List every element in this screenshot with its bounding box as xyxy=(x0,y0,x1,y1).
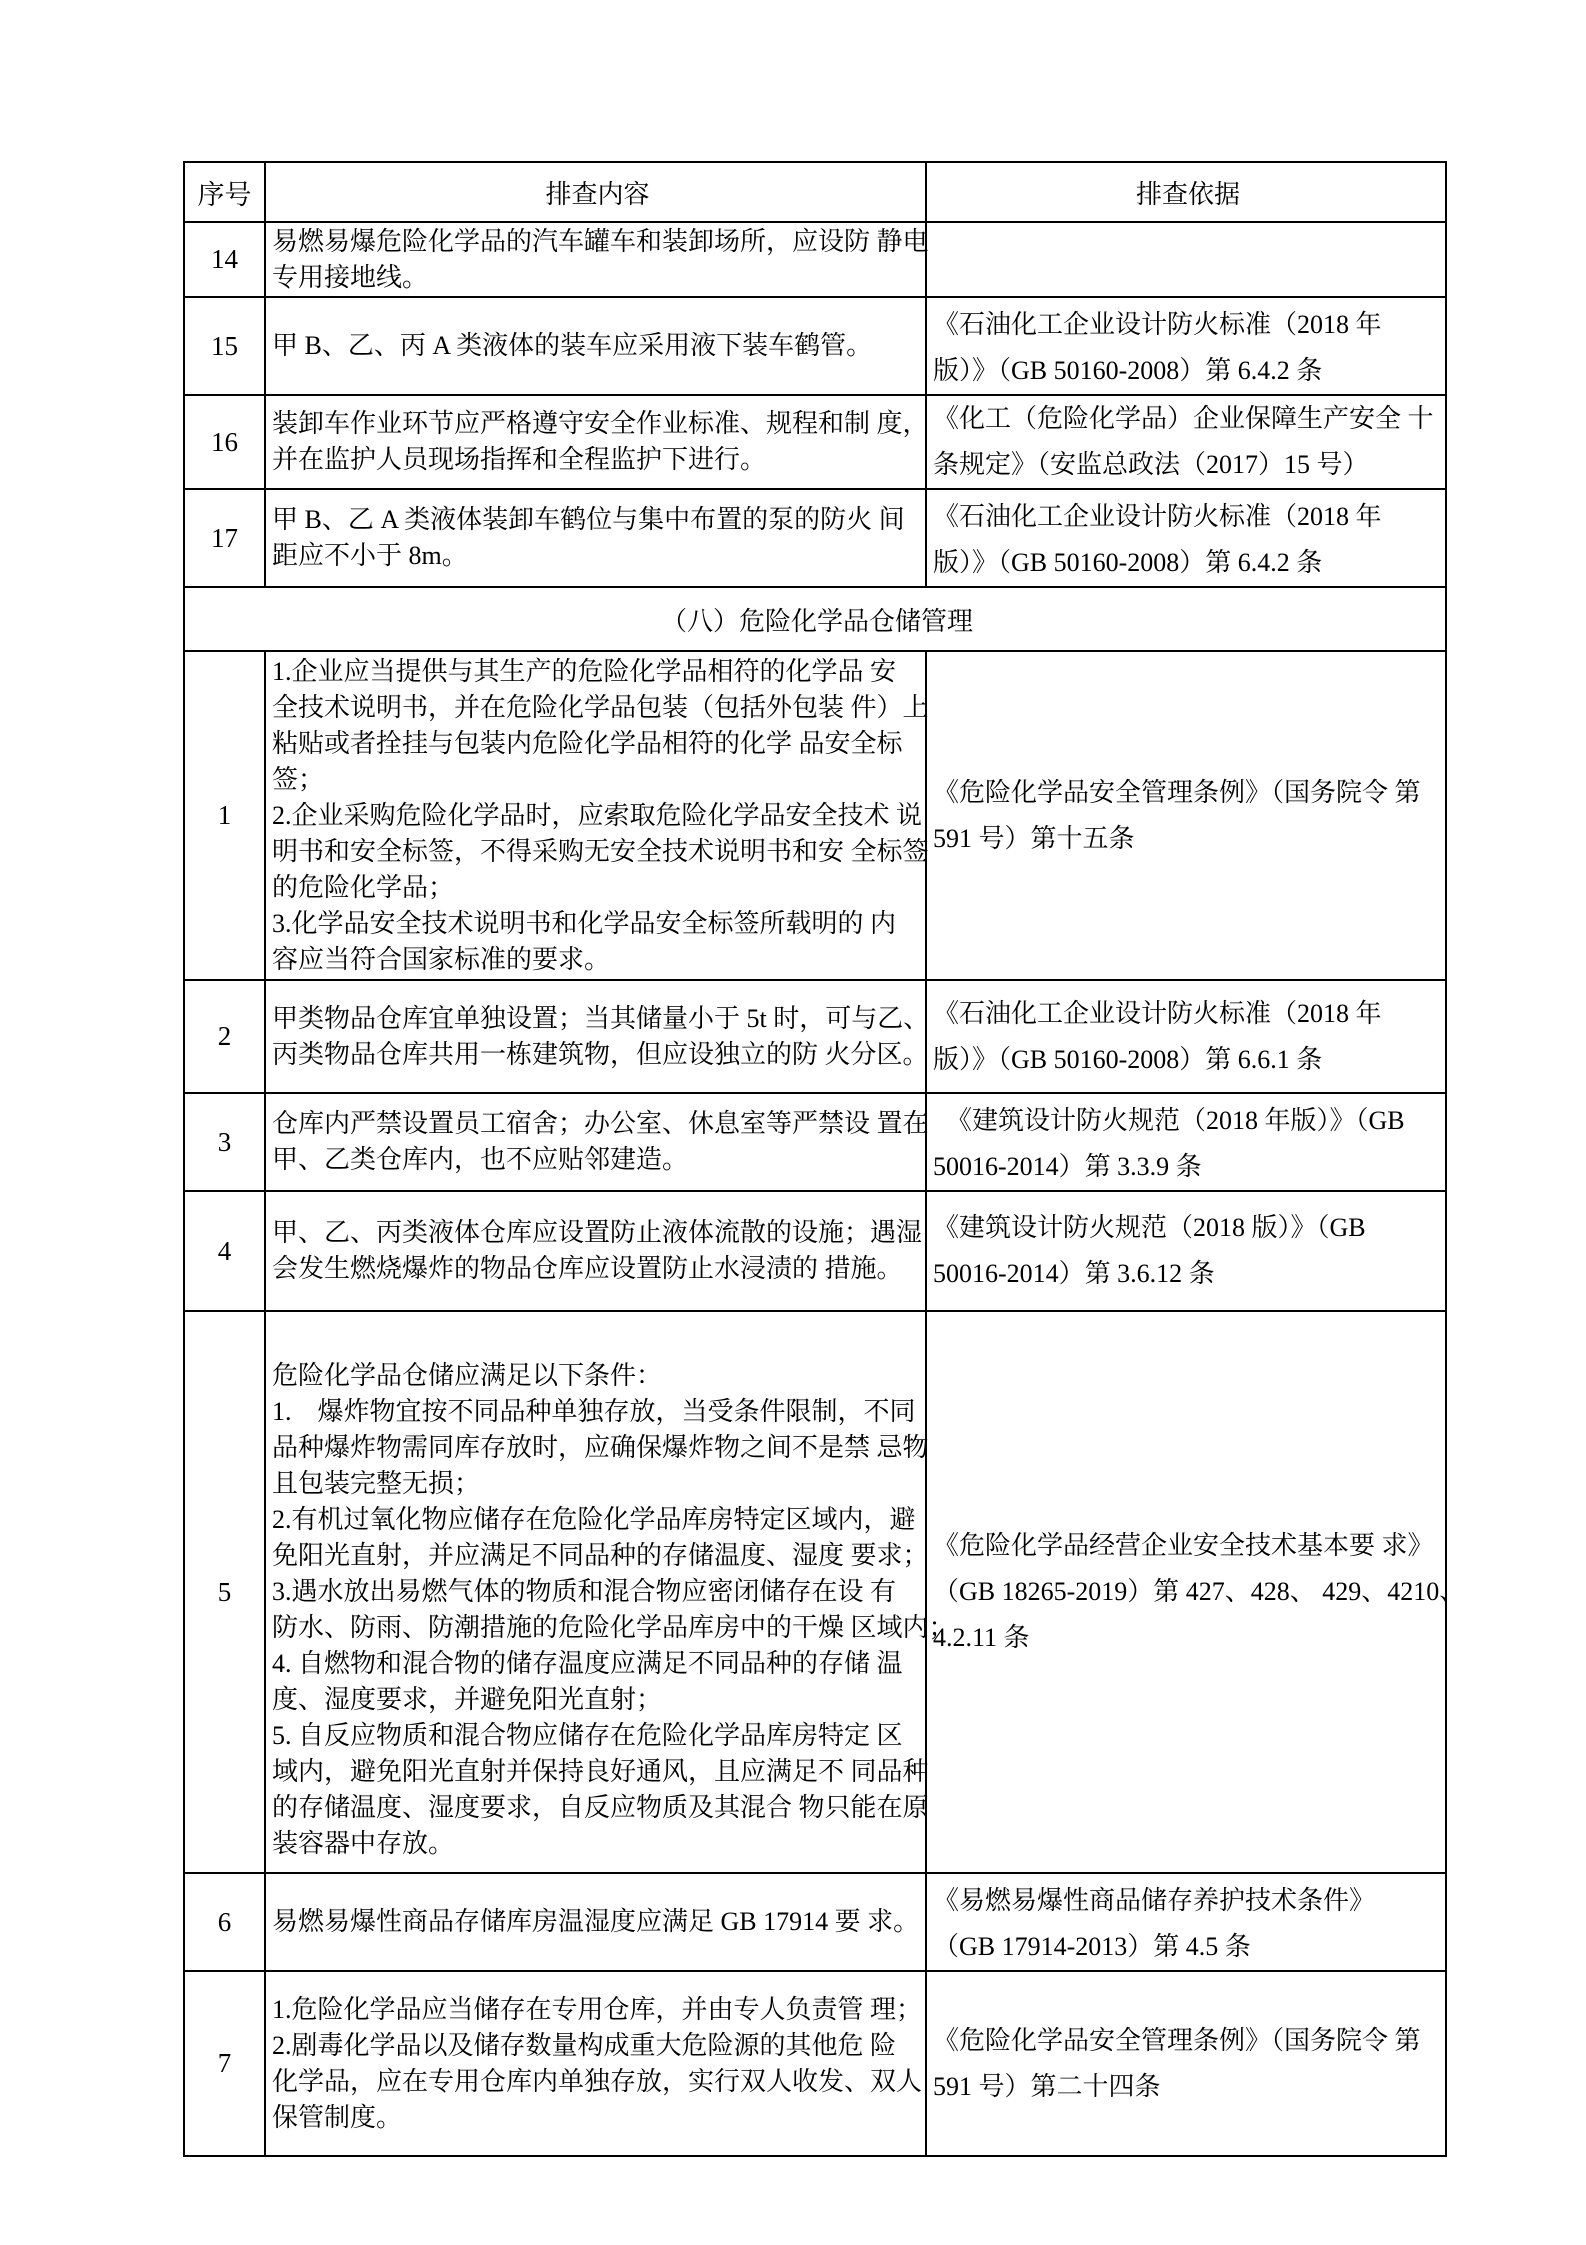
text-line: 会发生燃烧爆炸的物品仓库应设置防止水浸渍的 措施。 xyxy=(272,1254,903,1283)
text-line: 5. 自反应物质和混合物应储存在危险化学品库房特定 区 xyxy=(272,1721,903,1750)
header-cell-number xyxy=(184,162,265,222)
text-line: 保管制度。 xyxy=(272,2102,403,2132)
basis-cell xyxy=(926,1191,1446,1311)
table-row xyxy=(184,395,1446,489)
text-line: 《建筑设计防火规范（2018 版）》（GB xyxy=(933,1213,1366,1242)
row-number: 6 xyxy=(217,1906,232,1937)
text-line: 《建筑设计防火规范（2018 年版）》（GB xyxy=(933,1106,1405,1135)
text-line: 甲 B、乙、丙 A 类液体的装车应采用液下装车鹤管。 xyxy=(272,331,873,360)
header-label-number: 序号 xyxy=(197,179,252,210)
table-row xyxy=(184,297,1446,395)
content-cell xyxy=(265,1873,926,1971)
table-row xyxy=(184,222,1446,297)
content-text xyxy=(266,981,930,1092)
basis-text xyxy=(927,1094,1445,1190)
basis-cell xyxy=(926,222,1446,297)
basis-cell xyxy=(926,395,1446,489)
content-cell xyxy=(265,489,926,587)
text-line: 版）》（GB 50160-2008）第 6.6.1 条 xyxy=(933,1044,1323,1074)
text-line: 《化工（危险化学品）企业保障生产安全 十 xyxy=(933,404,1434,433)
table-row xyxy=(184,489,1446,587)
content-text xyxy=(266,1972,925,2155)
basis-text xyxy=(927,1312,1466,1872)
table-row xyxy=(184,1971,1446,2156)
row-number-cell xyxy=(184,395,265,489)
text-line: 并在监护人员现场指挥和全程监护下进行。 xyxy=(272,445,767,474)
text-line: 全技术说明书，并在危险化学品包装（包括外包装 件）上 xyxy=(272,692,929,722)
content-cell xyxy=(265,297,926,395)
basis-text xyxy=(927,1192,1445,1310)
table-row xyxy=(184,1873,1446,1971)
text-line xyxy=(272,1322,923,1358)
row-number-cell xyxy=(184,1311,265,1873)
text-line: 易燃易爆危险化学品的汽车罐车和装卸场所，应设防 静电 xyxy=(272,226,929,256)
text-line: 591 号）第十五条 xyxy=(933,823,1135,853)
text-line: 1. 爆炸物宜按不同品种单独存放，当受条件限制，不同 xyxy=(272,1397,916,1426)
text-line: 《危险化学品安全管理条例》（国务院令 第 xyxy=(933,777,1421,807)
basis-text xyxy=(927,981,1445,1092)
content-cell xyxy=(265,1311,955,1873)
text-line: 明书和安全标签，不得采购无安全技术说明书和安 全标签 xyxy=(272,836,929,866)
text-line: 2.剧毒化学品以及储存数量构成重大危险源的其他危 险 xyxy=(272,2030,897,2060)
row-number: 3 xyxy=(217,1126,232,1157)
row-number-cell xyxy=(184,1873,265,1971)
text-line: 甲 B、乙 A 类液体装卸车鹤位与集中布置的泵的防火 间 xyxy=(272,505,905,534)
row-number-cell xyxy=(184,980,265,1093)
text-line: 《易燃易爆性商品储存养护技术条件》 xyxy=(933,1886,1376,1915)
text-line: 品种爆炸物需同库存放时，应确保爆炸物之间不是禁 忌物 xyxy=(272,1433,929,1462)
text-line: 甲、乙类仓库内，也不应贴邻建造。 xyxy=(272,1145,689,1174)
text-line: 甲、乙、丙类液体仓库应设置防止液体流散的设施；遇湿 xyxy=(272,1218,923,1247)
content-cell xyxy=(265,980,930,1093)
content-cell xyxy=(265,1093,929,1191)
row-number: 15 xyxy=(211,330,238,361)
content-cell xyxy=(265,395,929,489)
section-header-row xyxy=(184,587,1446,651)
text-line: 度、湿度要求，并避免阳光直射； xyxy=(272,1685,663,1714)
row-number: 7 xyxy=(217,2048,232,2078)
content-cell xyxy=(265,651,929,980)
text-line: 粘贴或者拴挂与包装内危险化学品相符的化学 品安全标 xyxy=(272,728,903,758)
text-line: 2.有机过氧化物应储存在危险化学品库房特定区域内，避 xyxy=(272,1505,916,1534)
text-line: 3.化学品安全技术说明书和化学品安全标签所载明的 内 xyxy=(272,908,897,938)
basis-text xyxy=(927,396,1445,488)
text-line: 专用接地线。 xyxy=(272,262,429,292)
text-line: 2.企业采购危险化学品时，应索取危险化学品安全技术 说 xyxy=(272,800,923,830)
text-line: 的危险化学品； xyxy=(272,872,455,902)
text-line: 版）》（GB 50160-2008）第 6.4.2 条 xyxy=(933,356,1323,385)
content-text xyxy=(266,652,929,979)
text-line: 《危险化学品经营企业安全技术基本要 求》 xyxy=(933,1531,1434,1560)
text-line: 甲类物品仓库宜单独设置；当其储量小于 5t 时，可与乙、 xyxy=(272,1003,930,1033)
row-number: 5 xyxy=(217,1576,232,1607)
row-number-cell xyxy=(184,1191,265,1311)
row-number: 14 xyxy=(211,244,238,274)
text-line: 版）》（GB 50160-2008）第 6.4.2 条 xyxy=(933,548,1323,577)
text-line: 丙类物品仓库共用一栋建筑物，但应设独立的防 火分区。 xyxy=(272,1039,929,1069)
row-number-cell xyxy=(184,1093,265,1191)
row-number: 4 xyxy=(217,1235,232,1266)
header-cell-basis xyxy=(926,162,1446,222)
basis-text xyxy=(927,490,1445,586)
row-number-cell xyxy=(184,651,265,980)
basis-cell xyxy=(926,1311,1466,1873)
header-cell-content xyxy=(265,162,926,222)
text-line: 50016-2014）第 3.6.12 条 xyxy=(933,1259,1215,1288)
table-header-row xyxy=(184,162,1446,222)
text-line: （GB 17914-2013）第 4.5 条 xyxy=(933,1932,1251,1961)
text-line: 《石油化工企业设计防火标准（2018 年 xyxy=(933,502,1382,531)
content-cell xyxy=(265,222,929,297)
text-line: 1.危险化学品应当储存在专用仓库，并由专人负责管 理； xyxy=(272,1994,923,2024)
text-line: 4. 自燃物和混合物的储存温度应满足不同品种的存储 温 xyxy=(272,1649,903,1678)
basis-text xyxy=(927,223,1445,296)
basis-cell xyxy=(926,980,1446,1093)
content-text xyxy=(266,298,925,394)
text-line: 591 号）第二十四条 xyxy=(933,2071,1161,2101)
text-line: 易燃易爆性商品存储库房温湿度应满足 GB 17914 要 求。 xyxy=(272,1907,920,1936)
row-number: 1 xyxy=(217,800,232,830)
content-text xyxy=(266,1874,925,1970)
table-row xyxy=(184,980,1446,1093)
row-number-cell xyxy=(184,1971,265,2156)
text-line: 的存储温度、湿度要求，自反应物质及其混合 物只能在原 xyxy=(272,1793,929,1822)
text-line: 距应不小于 8m。 xyxy=(272,541,468,570)
content-cell xyxy=(265,1971,926,2156)
basis-cell xyxy=(926,1971,1446,2156)
section-header-label: （八）危险化学品仓储管理 xyxy=(660,606,973,636)
text-line: 3.遇水放出易燃气体的物质和混合物应密闭储存在设 有 xyxy=(272,1577,897,1606)
section-header-cell xyxy=(184,587,1446,651)
row-number: 17 xyxy=(211,522,238,553)
basis-cell xyxy=(926,1873,1446,1971)
text-line: 签； xyxy=(272,764,325,794)
text-line: （GB 18265-2019）第 427、428、 429、4210、 xyxy=(933,1577,1466,1606)
content-text xyxy=(266,1192,925,1310)
table-row xyxy=(184,1311,1446,1873)
header-label-content: 排查内容 xyxy=(545,179,650,209)
text-line: 危险化学品仓储应满足以下条件： xyxy=(272,1361,663,1390)
content-text xyxy=(266,396,929,488)
content-text xyxy=(266,1312,955,1872)
table-row xyxy=(184,1191,1446,1311)
text-line: 1.企业应当提供与其生产的危险化学品相符的化学品 安 xyxy=(272,656,897,686)
row-number: 16 xyxy=(211,426,238,457)
content-text xyxy=(266,223,929,296)
text-line: 装卸车作业环节应严格遵守安全作业标准、规程和制 度， xyxy=(272,409,929,438)
header-label-basis: 排查依据 xyxy=(1135,179,1240,209)
inspection-table xyxy=(183,161,1466,2157)
text-line: 《石油化工企业设计防火标准（2018 年 xyxy=(933,998,1382,1028)
row-number-cell xyxy=(184,297,265,395)
text-line: 仓库内严禁设置员工宿舍；办公室、休息室等严禁设 置在 xyxy=(272,1109,929,1138)
basis-cell xyxy=(926,651,1446,980)
table-row xyxy=(184,651,1446,980)
basis-text xyxy=(927,298,1445,394)
content-cell xyxy=(265,1191,926,1311)
text-line: 域内，避免阳光直射并保持良好通风，且应满足不 同品种 xyxy=(272,1757,929,1786)
basis-cell xyxy=(926,489,1446,587)
text-line: 容应当符合国家标准的要求。 xyxy=(272,944,611,974)
text-line: 且包装完整无损； xyxy=(272,1469,481,1498)
basis-text xyxy=(927,652,1445,979)
text-line: 条规定》（安监总政法（2017）15 号） xyxy=(933,450,1369,479)
content-text xyxy=(266,490,925,586)
text-line: 4.2.11 条 xyxy=(933,1623,1030,1652)
text-line: 装容器中存放。 xyxy=(272,1829,455,1858)
row-number: 2 xyxy=(217,1021,232,1051)
row-number-cell xyxy=(184,489,265,587)
text-line: 《危险化学品安全管理条例》（国务院令 第 xyxy=(933,2025,1421,2055)
text-line: 《石油化工企业设计防火标准（2018 年 xyxy=(933,310,1382,339)
table-row xyxy=(184,1093,1446,1191)
content-text xyxy=(266,1094,929,1190)
text-line: 防水、防雨、防潮措施的危险化学品库房中的干燥 区域内； xyxy=(272,1613,955,1642)
basis-cell xyxy=(926,297,1446,395)
row-number-cell xyxy=(184,222,265,297)
text-line: 化学品，应在专用仓库内单独存放，实行双人收发、双人 xyxy=(272,2066,923,2096)
text-line: 50016-2014）第 3.3.9 条 xyxy=(933,1152,1202,1181)
text-line: 免阳光直射，并应满足不同品种的存储温度、湿度 要求； xyxy=(272,1541,929,1570)
basis-text xyxy=(927,1972,1445,2155)
basis-text xyxy=(927,1874,1445,1970)
basis-cell xyxy=(926,1093,1446,1191)
